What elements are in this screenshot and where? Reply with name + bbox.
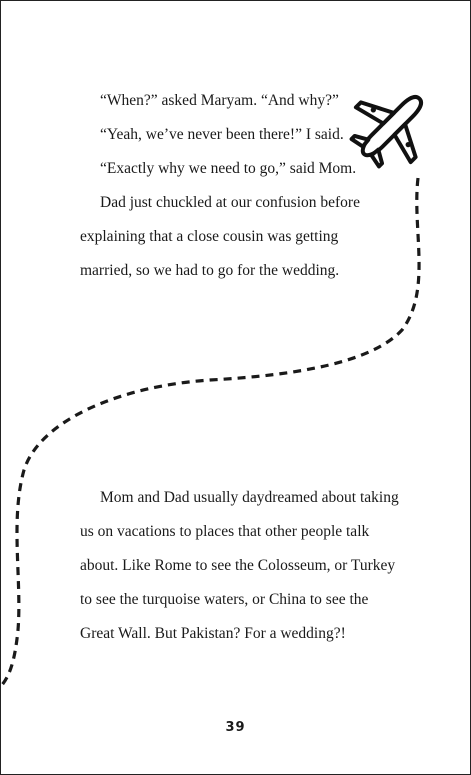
story-text-bottom [80, 481, 400, 651]
page-number: 39 [225, 720, 246, 735]
paragraph: “Exactly why we need to go,” said Mom. [100, 160, 357, 177]
paragraph: Mom and Dad usually daydreamed about taking us on vacations to places that other people talk about. Like Rome to see the Colosseum, or Turkey to see the turquoise waters, or China to see the Great Wall. But Pakistan? For a wedding?! [80, 489, 399, 642]
paragraph: “When?” asked Maryam. “And why?” [100, 92, 339, 109]
story-text-top [80, 84, 380, 288]
paragraph: Dad just chuckled at our confusion before explaining that a close cousin was getting married, so we had to go for the wedding. [80, 194, 360, 279]
paragraph: “Yeah, we’ve never been there!” I said. [100, 126, 344, 143]
